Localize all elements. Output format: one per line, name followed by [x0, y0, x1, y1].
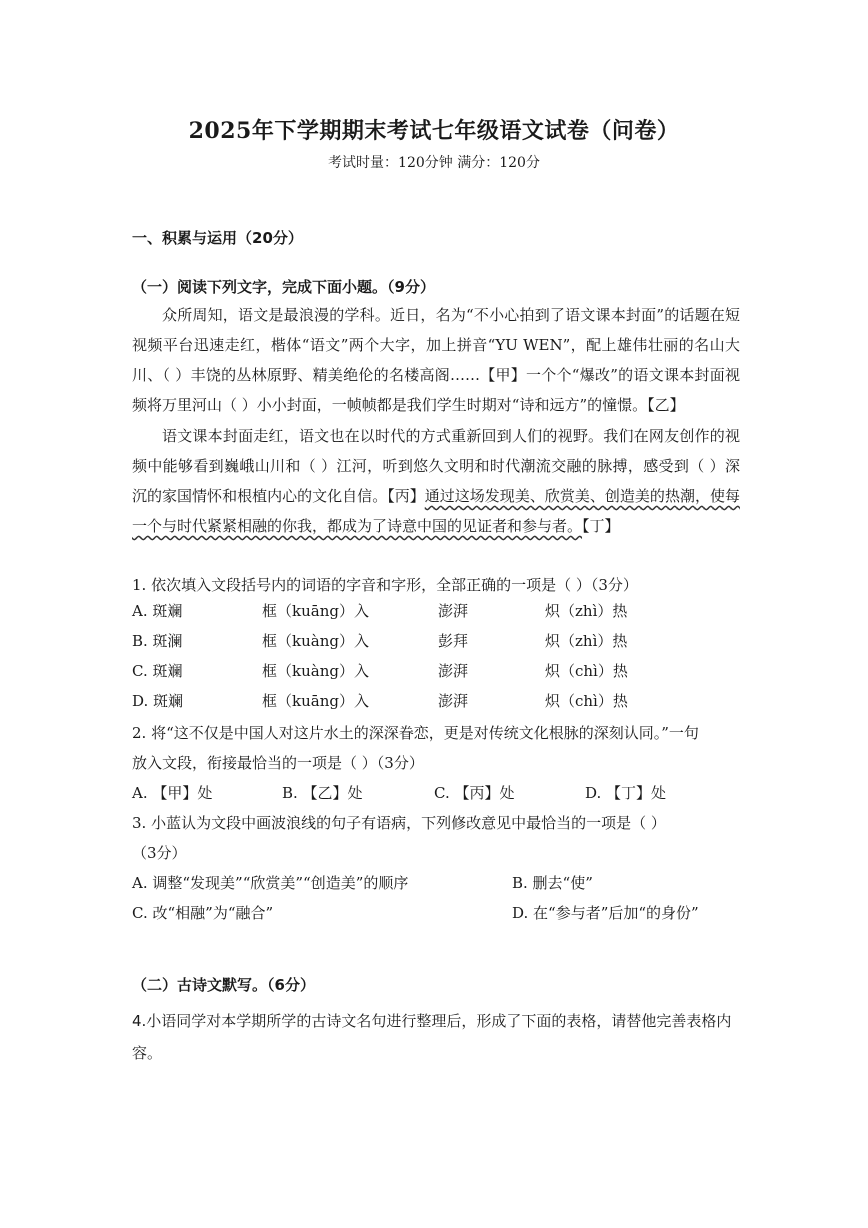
option-cell: 框（kuàng）入 — [262, 632, 369, 650]
passage-paragraph-1: 众所周知，语文是最浪漫的学科。近日，名为“不小心拍到了语文课本封面”的话题在短视频平台迅速走红，楷体“语文”两个大字，加上拼音“YU WEN”，配上雄伟壮丽的名山大川、（ ）丰饶的丛林原野、精美绝伦的名楼高阁……【甲】一个个“爆改”的语文课本封面视频将万里河山（ ）小小封面，一帧帧都是我们学生时期对“诗和远方”的憧憬。【乙】 — [132, 306, 740, 414]
part2-heading: （二）古诗文默写。（6分） — [132, 976, 315, 994]
passage-paragraph-2 — [132, 421, 740, 541]
option-d: D. 【丁】处 — [585, 784, 667, 802]
option-cell: 炽（chì）热 — [545, 692, 628, 710]
option-c: C. 【丙】处 — [434, 784, 515, 802]
option-cell: 框（kuàng）入 — [262, 662, 369, 680]
wavy-underlined-sentence: 通过这场发现美、欣赏美、创造美的热潮，使每一个与时代紧紧相融的你我，都成为了诗意中国的见证者和参与者。 — [132, 487, 740, 535]
option-cell: 炽（zhì）热 — [545, 602, 628, 620]
question-4-line-2: 容。 — [132, 1044, 163, 1062]
exam-title: 2025年下学期期末考试七年级语文试卷（问卷） — [188, 118, 680, 144]
option-cell: 澎湃 — [438, 662, 469, 680]
option-b: B. 【乙】处 — [282, 784, 363, 802]
paragraph-2-text: 语文课本封面走红，语文也在以时代的方式重新回到人们的视野。我们在网友创作的视频中能够看到巍峨山川和（ ）江河，听到悠久文明和时代潮流交融的脉搏，感受到（ ）深沉的家国情怀和根植内心的文化自信。【丙】 — [132, 427, 740, 505]
option-c: C. 改“相融”为“融合” — [132, 904, 274, 922]
option-label: C. 斑斓 — [132, 662, 183, 680]
option-d: D. 在“参与者”后加“的身份” — [512, 904, 699, 922]
option-label: B. 斑澜 — [132, 632, 183, 650]
option-b: B. 删去“使” — [512, 874, 593, 892]
option-label: D. 斑斓 — [132, 692, 184, 710]
question-3-stem-line-1: 3. 小蓝认为文段中画波浪线的句子有语病，下列修改意见中最恰当的一项是（ ） — [132, 814, 666, 832]
option-cell: 澎湃 — [438, 602, 469, 620]
option-cell: 炽（chì）热 — [545, 662, 628, 680]
question-3-stem-line-2: （3分） — [132, 844, 187, 862]
option-cell: 炽（zhì）热 — [545, 632, 628, 650]
option-cell: 框（kuāng）入 — [262, 692, 369, 710]
part1-heading: （一）阅读下列文字，完成下面小题。（9分） — [132, 278, 435, 296]
section-heading: 一、积累与运用（20分） — [132, 229, 303, 247]
paragraph-2-end: 【丁】 — [582, 517, 620, 535]
option-cell: 澎湃 — [438, 692, 469, 710]
option-cell: 框（kuāng）入 — [262, 602, 369, 620]
question-1-stem: 1. 依次填入文段括号内的词语的字音和字形，全部正确的一项是（ ）（3分） — [132, 576, 638, 594]
option-a: A. 【甲】处 — [132, 784, 213, 802]
option-cell: 彭拜 — [438, 632, 469, 650]
option-label: A. 斑斓 — [132, 602, 183, 620]
question-2-stem-line-1: 2. 将“这不仅是中国人对这片水土的深深眷恋，更是对传统文化根脉的深刻认同。”一句 — [132, 724, 699, 742]
option-a: A. 调整“发现美”“欣赏美”“创造美”的顺序 — [132, 874, 409, 892]
question-4-line-1: 4.小语同学对本学期所学的古诗文名句进行整理后，形成了下面的表格，请替他完善表格内 — [132, 1012, 732, 1030]
question-2-stem-line-2: 放入文段，衔接最恰当的一项是（ ）（3分） — [132, 754, 424, 772]
exam-subtitle: 考试时量：120分钟 满分：120分 — [328, 155, 540, 171]
